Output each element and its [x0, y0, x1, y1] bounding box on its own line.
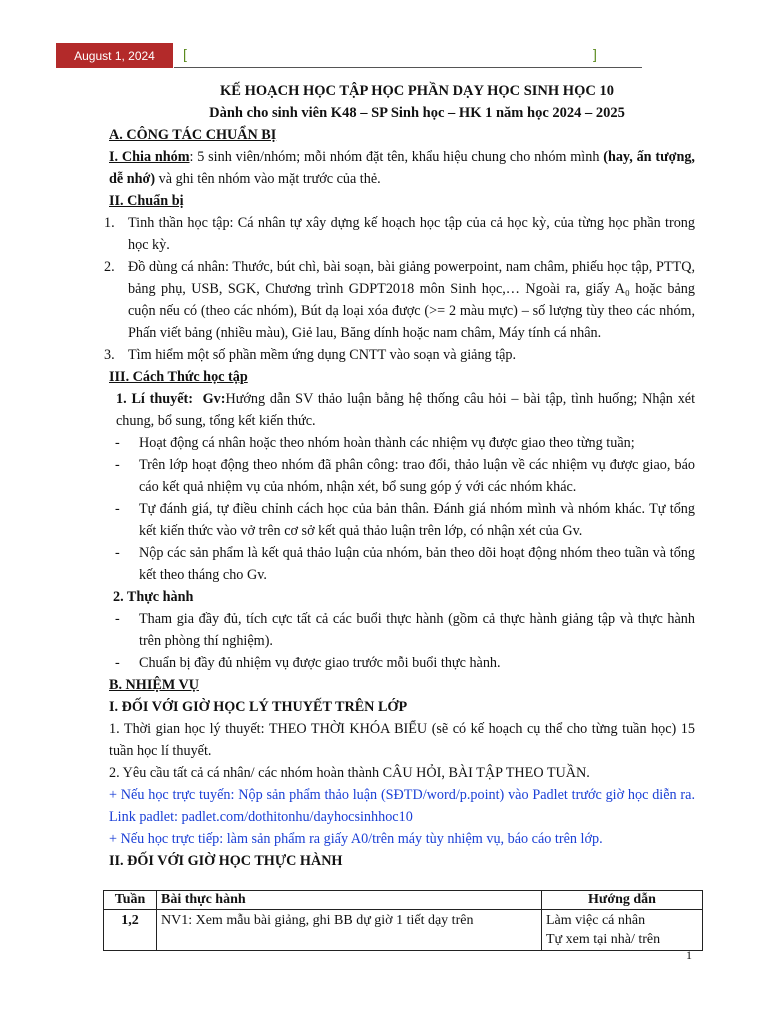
header-bracket-left: [: [183, 46, 187, 62]
practice-list: [109, 608, 695, 674]
part3-label: III. Cách Thức học tập: [109, 369, 248, 385]
item-text: Tìm hiểm một số phần mềm ứng dụng CNTT vào soạn và giảng tập.: [128, 347, 517, 363]
section-b-sub1: I. ĐỐI VỚI GIỜ HỌC LÝ THUYẾT TRÊN LỚP: [109, 699, 408, 715]
item-number: 2.: [104, 259, 115, 275]
list-item: [104, 256, 695, 344]
theory-gv: Gv:: [202, 391, 226, 407]
section-a-heading: A. CÔNG TÁC CHUẨN BỊ: [109, 127, 277, 143]
list-item: - Nộp các sản phẩm là kết quả thảo luận của nhóm, bản theo dõi hoạt động nhóm theo tuần và tổng kết theo tháng cho Gv.: [115, 545, 695, 583]
header-guide: Hướng dẫn: [542, 891, 703, 910]
item-text: Tham gia đầy đủ, tích cực tất cả các buổi thực hành (gồm cả thực hành giảng tập và thực hành trên phòng thí nghiệm).: [139, 611, 695, 649]
cell-week: 1,2: [104, 910, 157, 951]
header-bracket-right: ]: [593, 46, 597, 62]
list-item: [104, 212, 695, 256]
item-text: Đồ dùng cá nhân: Thước, bút chì, bài soạn, bài giảng powerpoint, nam châm, phiếu học tập, PTTQ, bảng phụ, USB, SGK, Chương trình GDPT2018 môn Sinh học,… Ngoài ra, giấy A₀ hoặc bảng cuộn nếu có (theo các nhóm), Bút dạ loại xóa được (>= 2 màu mực) – số lượng tùy theo các nhóm, Phấn viết bảng (nhiều màu), Giẻ lau, Băng dính hoặc nam châm, Máy tính cá nhân.: [128, 259, 695, 341]
part1-paragraph: [109, 146, 695, 190]
section-b-sub2: II. ĐỐI VỚI GIỜ HỌC THỰC HÀNH: [109, 853, 343, 869]
part1-text-a: : 5 sinh viên/nhóm; mỗi nhóm đặt tên, khẩu hiệu chung cho nhóm mình: [189, 149, 604, 165]
item-text: Tự đánh giá, tự điều chỉnh cách học của bản thân. Đánh giá nhóm mình và nhóm khác. Tự tổng kết kiến thức vào vở trên cơ sở kết quả thảo luận trên lớp, có nhận xét của Gv.: [139, 501, 695, 539]
list-item: - Tham gia đầy đủ, tích cực tất cả các buổi thực hành (gồm cả thực hành giảng tập và thực hành trên phòng thí nghiệm).: [115, 611, 695, 649]
practice-label: 2. Thực hành: [113, 589, 194, 605]
header-week: Tuần: [104, 891, 157, 910]
guide-line-1: Làm việc cá nhân: [546, 913, 646, 928]
online-note: + Nếu học trực tuyến: Nộp sản phẩm thảo luận (SĐTD/word/p.point) vào Padlet trước giờ học diễn ra. Link padlet: padlet.com/dothitonhu/dayhocsinhhoc10: [109, 787, 695, 825]
guide-line-2: Tự xem tại nhà/ trên: [546, 932, 661, 947]
list-item: - Tự đánh giá, tự điều chỉnh cách học của bản thân. Đánh giá nhóm mình và nhóm khác. Tự tổng kết kiến thức vào vở trên cơ sở kết quả thảo luận trên lớp, có nhận xét của Gv.: [115, 501, 695, 539]
page-number: 1: [686, 948, 692, 962]
part1-bold: (hay, ấn tượng, dễ nhớ): [109, 149, 695, 187]
table-header-row: [104, 891, 703, 910]
item-number: 3.: [104, 347, 115, 363]
theory-label: 1. Lí thuyết:: [116, 391, 193, 407]
theory-text: Hướng dẫn SV thảo luận bằng hệ thống câu hỏi – bài tập, tình huống; Nhận xét chung, bổ sung, tổng kết kiến thức.: [116, 391, 696, 429]
item-text: Hoạt động cá nhân hoặc theo nhóm hoàn thành các nhiệm vụ được giao theo từng tuần;: [139, 435, 635, 451]
item-text: Nộp các sản phẩm là kết quả thảo luận của nhóm, bản theo dõi hoạt động nhóm theo tuần và tổng kết theo tháng cho Gv.: [139, 545, 695, 583]
item-text: Chuẩn bị đầy đủ nhiệm vụ được giao trước mỗi buổi thực hành.: [139, 655, 501, 671]
document-body: [104, 80, 696, 872]
header-rule: [174, 67, 642, 68]
section-b-heading: B. NHIỆM VỤ: [109, 677, 199, 693]
cell-guide: [542, 910, 703, 951]
offline-note: + Nếu học trực tiếp: làm sản phẩm ra giấy A0/trên máy tùy nhiệm vụ, báo cáo trên lớp.: [109, 831, 603, 847]
part2-label: II. Chuẩn bị: [109, 193, 184, 209]
requirement-paragraph: 2. Yêu cầu tất cả cá nhân/ các nhóm hoàn thành CÂU HỎI, BÀI TẬP THEO TUẦN.: [109, 765, 590, 781]
list-item: [104, 344, 695, 366]
practice-table: [103, 890, 703, 951]
header-date: August 1, 2024: [56, 43, 173, 68]
item-text: Trên lớp hoạt động theo nhóm đã phân công: trao đổi, thảo luận về các nhiệm vụ được giao, báo cáo kết quả nhiệm vụ của nhóm, nhận xét, bổ sung góp ý với các nhóm khác.: [139, 457, 695, 495]
part1-label: I. Chia nhóm: [109, 149, 190, 165]
item-number: 1.: [104, 215, 115, 231]
theory-time-paragraph: 1. Thời gian học lý thuyết: THEO THỜI KHÓA BIỂU (sẽ có kế hoạch cụ thể cho từng tuần học) 15 tuần học lí thuyết.: [109, 721, 695, 759]
part1-text-b: và ghi tên nhóm vào mặt trước của thẻ.: [155, 171, 381, 187]
theory-paragraph: [109, 388, 695, 432]
item-text: Tinh thần học tập: Cá nhân tự xây dựng kế hoạch học tập của cả học kỳ, của từng học phần trong học kỳ.: [128, 215, 695, 253]
list-item: - Chuẩn bị đầy đủ nhiệm vụ được giao trước mỗi buổi thực hành.: [115, 655, 501, 671]
document-title: KẾ HOẠCH HỌC TẬP HỌC PHẦN DẠY HỌC SINH HỌC 10: [220, 83, 614, 99]
header-task: Bài thực hành: [157, 891, 542, 910]
cell-task: NV1: Xem mẫu bài giảng, ghi BB dự giờ 1 tiết dạy trên: [157, 910, 542, 951]
list-item: - Trên lớp hoạt động theo nhóm đã phân công: trao đổi, thảo luận về các nhiệm vụ được giao, báo cáo kết quả nhiệm vụ của nhóm, nhận xét, bổ sung góp ý với các nhóm khác.: [115, 457, 695, 495]
theory-list: [109, 432, 695, 586]
list-item: - Hoạt động cá nhân hoặc theo nhóm hoàn thành các nhiệm vụ được giao theo từng tuần;: [115, 435, 635, 451]
document-subtitle: Dành cho sinh viên K48 – SP Sinh học – HK 1 năm học 2024 – 2025: [209, 105, 625, 121]
prep-list: [104, 212, 695, 366]
table-row: [104, 910, 703, 951]
